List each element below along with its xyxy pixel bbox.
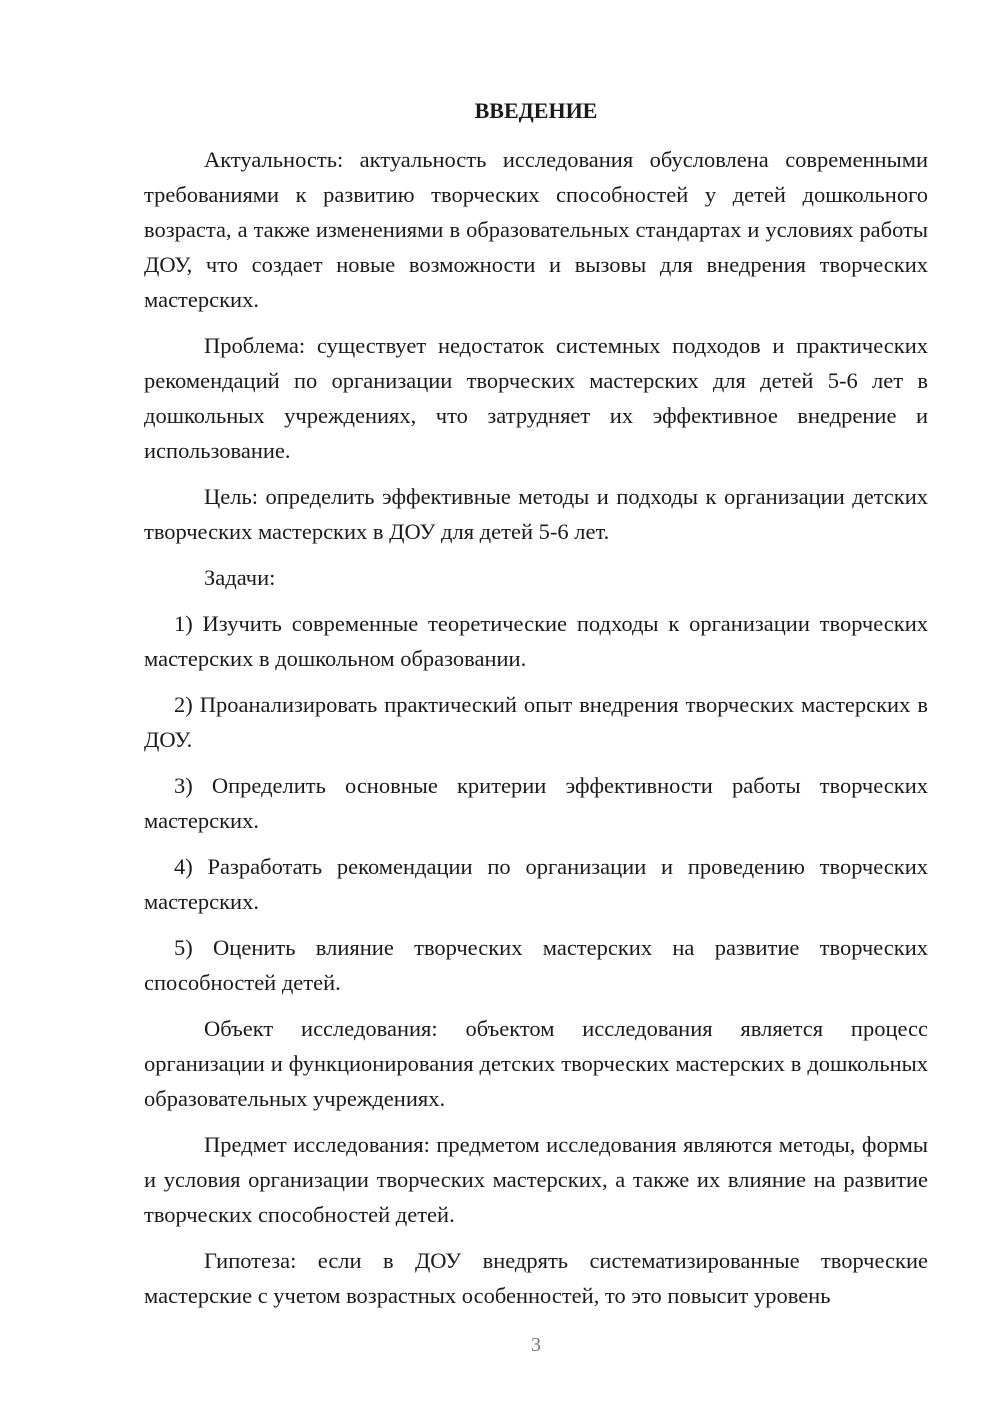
task-item-5: 5) Оценить влияние творческих мастерских на развитие творческих способностей детей. xyxy=(144,935,928,995)
paragraph-object: Объект исследования: объектом исследования является процесс организации и функционирования детских творческих мастерских в дошкольных образовательных учреждениях. xyxy=(144,1016,928,1111)
task-item-4: 4) Разработать рекомендации по организации и проведению творческих мастерских. xyxy=(144,854,928,914)
document-body xyxy=(144,142,928,1324)
paragraph-tasks-label: Задачи: xyxy=(204,565,276,590)
paragraph-subject: Предмет исследования: предметом исследования являются методы, формы и условия организации творческих мастерских, а также их влияние на развитие творческих способностей детей. xyxy=(144,1132,928,1227)
task-item-3: 3) Определить основные критерии эффективности работы творческих мастерских. xyxy=(144,773,928,833)
paragraph-hypothesis: Гипотеза: если в ДОУ внедрять систематизированные творческие мастерские с учетом возрастных особенностей, то это повысит уровень xyxy=(144,1248,928,1308)
paragraph-goal: Цель: определить эффективные методы и подходы к организации детских творческих мастерских в ДОУ для детей 5-6 лет. xyxy=(144,484,928,544)
task-item-2: 2) Проанализировать практический опыт внедрения творческих мастерских в ДОУ. xyxy=(144,692,928,752)
task-item-1: 1) Изучить современные теоретические подходы к организации творческих мастерских в дошкольном образовании. xyxy=(144,611,928,671)
paragraph-relevance: Актуальность: актуальность исследования обусловлена современными требованиями к развитию творческих способностей у детей дошкольного возраста, а также изменениями в образовательных стандартах и условиях работы ДОУ, что создает новые возможности и вызовы для внедрения творческих мастерских. xyxy=(144,147,928,312)
paragraph-problem: Проблема: существует недостаток системных подходов и практических рекомендаций по организации творческих мастерских для детей 5-6 лет в дошкольных учреждениях, что затрудняет их эффективное внедрение и использование. xyxy=(144,333,928,463)
page-title: ВВЕДЕНИЕ xyxy=(474,98,598,123)
page-number: 3 xyxy=(531,1334,541,1356)
